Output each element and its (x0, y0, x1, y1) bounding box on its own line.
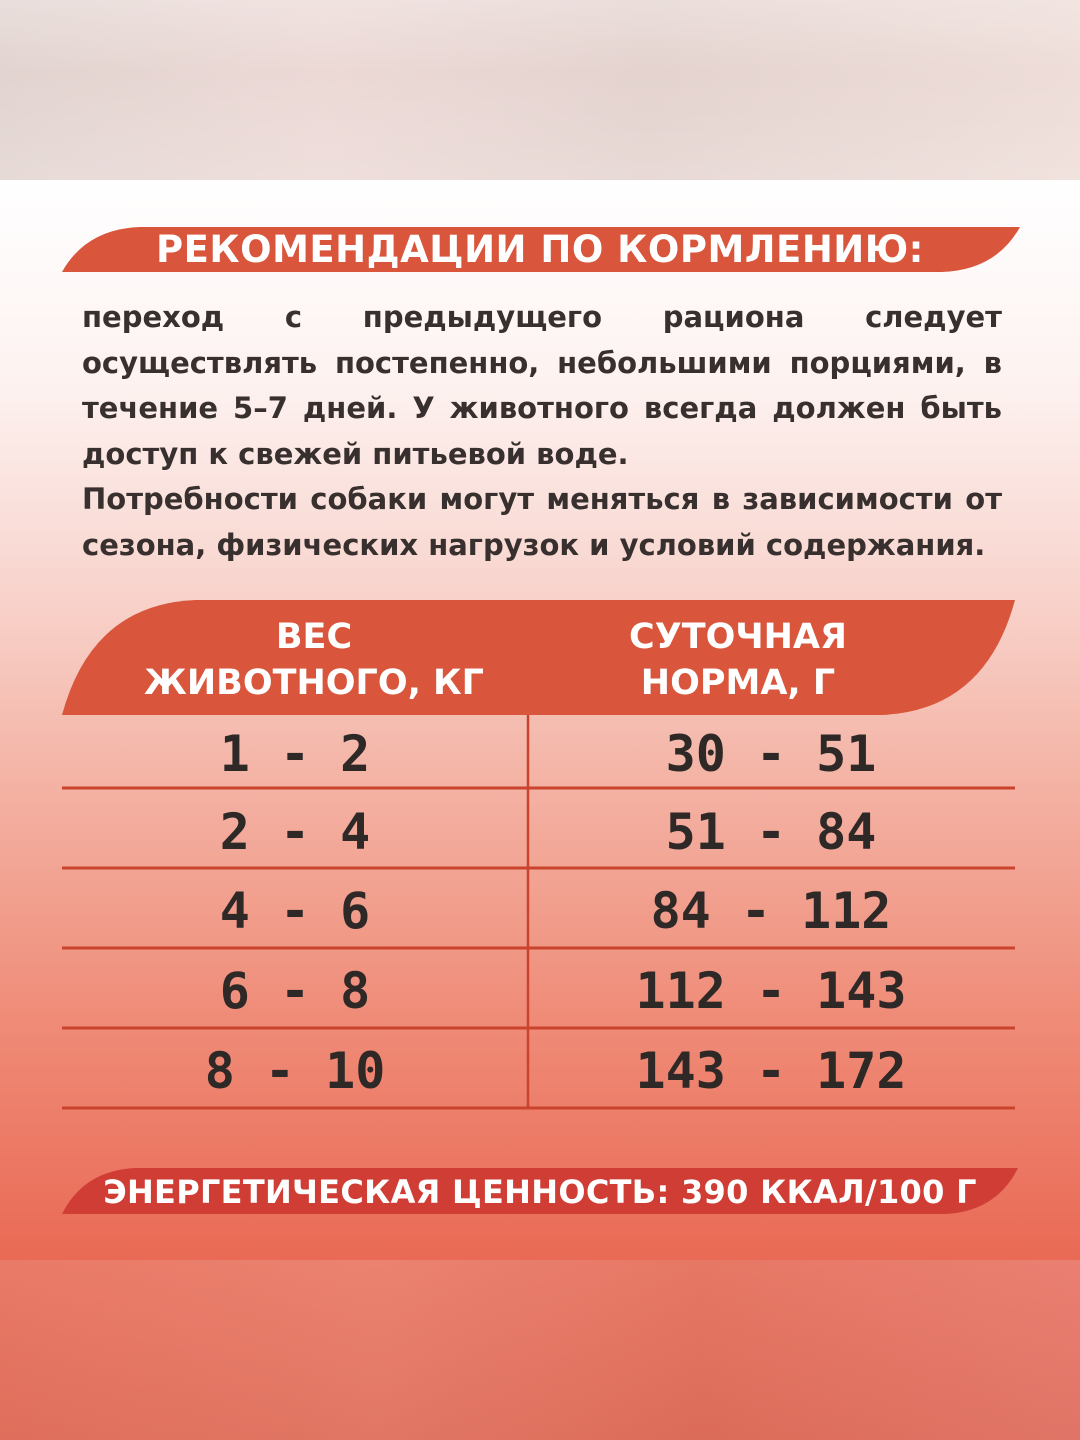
column-header-weight-line2: ЖИВОТНОГО, КГ (144, 663, 484, 703)
column-header-norm-line1: СУТОЧНАЯ (629, 617, 847, 657)
column-header-weight-line1: ВЕС (275, 617, 353, 657)
weight-cell: 1 - 2 (219, 725, 371, 783)
table-row (62, 1031, 1014, 1111)
feeding-paragraph-2: Потребности собаки могут меняться в зависимости от сезона, физических нагрузок и условий содержания. (82, 482, 1002, 562)
norm-cell: 112 - 143 (635, 962, 907, 1020)
table-row (62, 714, 1014, 794)
weight-cell: 2 - 4 (219, 803, 371, 861)
feeding-title: РЕКОМЕНДАЦИИ ПО КОРМЛЕНИЮ: (156, 228, 924, 271)
norm-cell: 30 - 51 (665, 725, 877, 783)
table-row (62, 871, 1014, 951)
norm-cell: 51 - 84 (665, 803, 877, 861)
energy-value-label: ЭНЕРГЕТИЧЕСКАЯ ЦЕННОСТЬ: 390 ККАЛ/100 Г (103, 1173, 977, 1211)
norm-cell: 143 - 172 (635, 1042, 907, 1100)
column-header-norm-line2: НОРМА, Г (640, 663, 836, 703)
column-header-weight (100, 614, 528, 708)
norm-cell: 84 - 112 (650, 882, 892, 940)
column-header-norm (528, 614, 948, 708)
weight-cell: 6 - 8 (219, 962, 371, 1020)
feeding-paragraph-1: переход с предыдущего рациона следует осуществлять постепенно, небольшими порциями, в течение 5–7 дней. У животного всегда должен быть доступ к свежей питьевой воде. (82, 300, 1002, 471)
weight-cell: 8 - 10 (204, 1042, 386, 1100)
weight-cell: 4 - 6 (219, 882, 371, 940)
table-row (62, 792, 1014, 872)
table-row (62, 951, 1014, 1031)
